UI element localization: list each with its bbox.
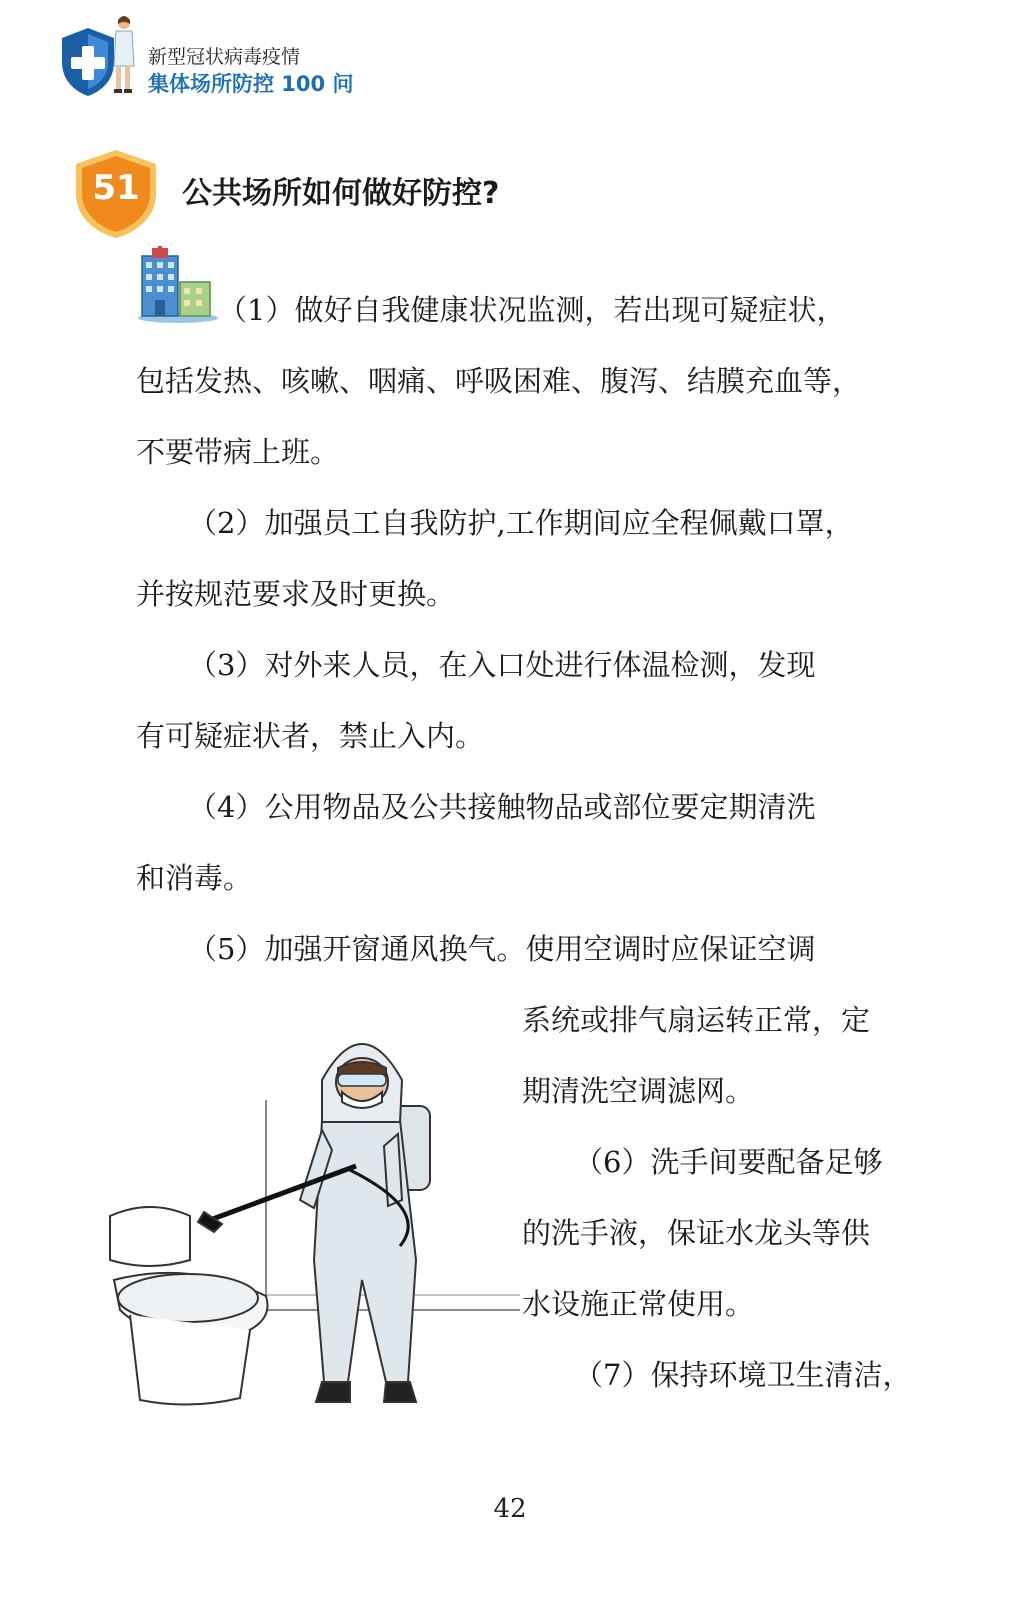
disinfection-illustration — [100, 1010, 520, 1430]
page-number: 42 — [493, 1494, 527, 1524]
body-line: （7）保持环境卫生清洁， — [574, 1358, 912, 1392]
body-line: 有可疑症状者，禁止入内。 — [136, 719, 485, 753]
body-line: （3）对外来人员，在入口处进行体温检测，发现 — [188, 648, 816, 682]
body-line: （4）公用物品及公共接触物品或部位要定期清洗 — [188, 790, 816, 824]
body-line: 并按规范要求及时更换。 — [136, 577, 456, 611]
body-line: 包括发热、咳嗽、咽痛、呼吸困难、腹泻、结膜充血等， — [136, 364, 862, 398]
body-line: （6）洗手间要配备足够 — [574, 1145, 883, 1179]
building-icon — [136, 246, 220, 324]
question-number-badge — [72, 148, 160, 240]
doctor-figure-icon — [110, 14, 136, 94]
body-line: 不要带病上班。 — [136, 435, 340, 469]
body-line: 系统或排气扇运转正常，定 — [522, 1003, 871, 1037]
question-title: 公共场所如何做好防控? — [182, 176, 500, 211]
toilet-icon — [110, 1207, 268, 1405]
body-line: （1）做好自我健康状况监测，若出现可疑症状， — [218, 293, 846, 327]
question-number: 51 — [92, 168, 140, 208]
body-line: 期清洗空调滤网。 — [522, 1074, 755, 1108]
body-line: 的洗手液，保证水龙头等供 — [522, 1216, 871, 1250]
header-subtitle: 新型冠状病毒疫情 — [148, 46, 301, 68]
body-line: （5）加强开窗通风换气。使用空调时应保证空调 — [188, 932, 816, 966]
body-line: 水设施正常使用。 — [522, 1287, 755, 1321]
body-line: 和消毒。 — [136, 861, 253, 895]
header — [58, 14, 418, 104]
header-title: 集体场所防控 100 问 — [148, 72, 354, 96]
body-line: （2）加强员工自我防护,工作期间应全程佩戴口罩， — [188, 506, 854, 540]
shield-cross-icon — [58, 26, 118, 98]
